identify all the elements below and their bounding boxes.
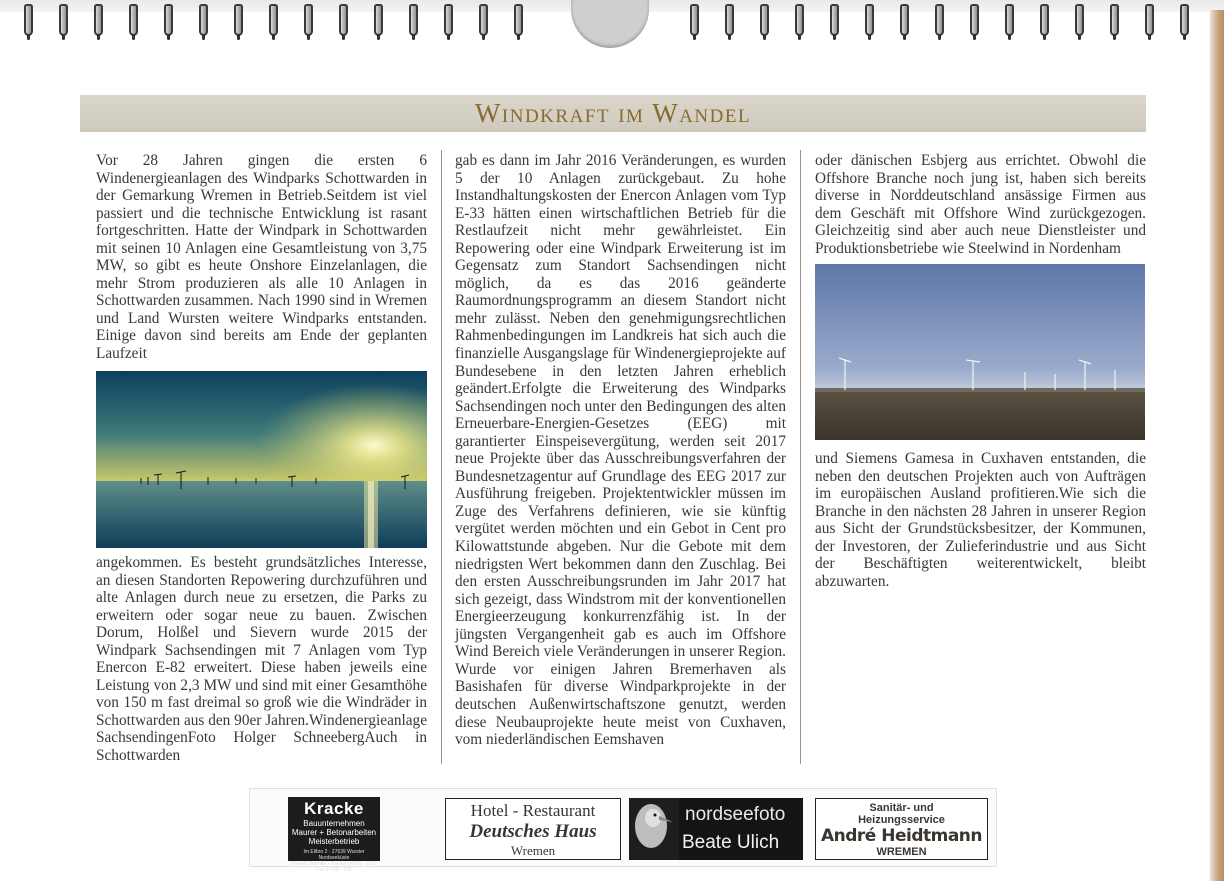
binding-ring: [234, 4, 243, 36]
binding-ring: [94, 4, 103, 36]
binding-ring: [374, 4, 383, 36]
kracke-address: Im Ellbro 2 · 27639 Wurster Nordseeküste: [303, 849, 365, 861]
hotel-line2: Deutsches Haus: [469, 821, 597, 842]
binding-ring: [1040, 4, 1049, 36]
sponsor-kracke: [288, 797, 380, 873]
kracke-line3: Meisterbetrieb: [308, 837, 360, 846]
column-3-bottom: [815, 450, 1146, 590]
binding-ring: [1110, 4, 1119, 36]
column-2-text: gab es dann im Jahr 2016 Veränderungen, es wurden 5 der 10 Anlagen zurückgebaut. Zu hohe Instandhaltungskosten der Enercon Anlagen vom Typ E-33 hätten einen wirtschaftlichen Betrieb für die Restlaufzeit nicht mehr gewährleistet. Ein Repowering oder eine Windpark Erweiterung ist im Gegensatz zum Standort Sachsendingen nicht möglich, da es das 2016 geänderte Raumordnungsprogramm an diesem Standort nicht mehr zulässt. Neben den genehmigungsrechtlichen Rahmenbedingungen im Landkreis hat sich auch die finanzielle Ausgangslage für Windenergieprojekte auf Bundesebene in den letzten Jahren erheblich geändert.Erfolgte die Erweiterung des Windparks Sachsendingen noch unter den Bedingungen des alten Erneuerbare-Energien-Gesetzes (EEG) mit garantierter Einspeisevergütung, werden seit 2017 neue Projekte über das Ausschreibungsverfahren der Bundesnetzagentur auf Grundlage des EEG 2017 zur Ausführung freigeben. Projektentwickler müssen im Zuge des Verfahrens definieren, wie sie künftig vergütet werden möchten und ein Gebot in Cent pro Kilowattstunde abgeben. Nur die Gebote mit dem niedrigsten Wert bekommen dann den Zuschlag. Bei den ersten Ausschreibungsrunden im Jahr 2017 hat sich gezeigt, dass Windstrom mit der konventionellen Energieerzeugung konkurrenzfähig ist. In der jüngsten Vergangenheit gab es auch im Offshore Wind Bereich viele Veränderungen in unserer Region. Wurde vor einigen Jahren Bremerhaven als Basishafen für diverse Windparkprojekte in der deutschen Außenwirtschaftszone genutzt, werden diese Neubauprojekte heute meist von Cuxhaven, vom niederländischen Eemshaven: [455, 152, 786, 749]
calendar-backing-edge: [1210, 10, 1224, 881]
binding-ring: [1180, 4, 1189, 36]
foto-line2: Beate Ulich: [682, 832, 780, 853]
kracke-name: Kracke: [304, 799, 364, 818]
heidtmann-line2: Heizungsservice: [858, 814, 945, 826]
binding-ring: [129, 4, 138, 36]
hanger-notch: [571, 0, 649, 48]
binding-ring: [304, 4, 313, 36]
bird-photo-icon: [629, 798, 679, 860]
binding-ring: [1005, 4, 1014, 36]
binding-ring: [760, 4, 769, 36]
binding-ring: [865, 4, 874, 36]
binding-ring: [24, 4, 33, 36]
binding-ring: [690, 4, 699, 36]
binding-ring: [970, 4, 979, 36]
heidtmann-line1: Sanitär- und: [869, 802, 934, 814]
column-3-top: [815, 152, 1146, 257]
binding-ring: [339, 4, 348, 36]
column-divider-2: [800, 150, 801, 764]
hotel-line1: Hotel - Restaurant: [470, 801, 596, 820]
heidtmann-line3: André Heidtmann: [820, 826, 983, 846]
binding-ring: [164, 4, 173, 36]
binding-ring: [199, 4, 208, 36]
binding-ring: [479, 4, 488, 36]
sponsor-nordseefoto: [629, 798, 803, 860]
onshore-field-image: [815, 264, 1145, 440]
offshore-windpark-photo: [96, 371, 427, 548]
column-1-bottom: [96, 554, 427, 765]
column-3-bottom-text: und Siemens Gamesa in Cuxhaven entstanden, die neben den deutschen Projekten auch von Aufträgen im europäischen Ausland profitieren.Wie sich die Branche in den nächsten 28 Jahren in unserer Region aus Sicht der Grundstücksbesitzer, der Kommunen, der Investoren, der Zulieferindustrie und aus Sicht der Beschäftigten weiterentwickelt, bleibt abzuwarten.: [815, 450, 1146, 590]
binding-ring: [830, 4, 839, 36]
kracke-contact: Ortsteil Wremen · Telefon 04705 - 216 · Fax 04705 - 635: [290, 861, 378, 873]
binding-ring: [444, 4, 453, 36]
hotel-line3: Wremen: [510, 843, 556, 858]
binding-ring: [900, 4, 909, 36]
binding-ring: [514, 4, 523, 36]
offshore-sunset-image: [96, 371, 427, 548]
heidtmann-line4: WREMEN: [876, 846, 927, 858]
binding-ring: [409, 4, 418, 36]
binding-ring: [725, 4, 734, 36]
column-1-bottom-text: angekommen. Es besteht grundsätzliches Interesse, an diesen Standorten Repowering durchzuführen und alte Anlagen durch neue zu ersetzen, die Parks zu erweitern oder sogar neue zu bauen. Zwischen Dorum, Holßel und Sievern wurde 2015 der Windpark Sachsendingen mit 7 Anlagen vom Typ Enercon E-82 erweitert. Diese haben jeweils eine Leistung von 2,3 MW und sind mit einer Gesamthöhe von 150 m fast dreimal so groß wie die Windräder in Schottwarden aus den 90er Jahren.Windenergieanlage SachsendingenFoto Holger SchneebergAuch in Schottwarden: [96, 554, 427, 765]
kracke-line1: Bauunternehmen: [303, 819, 365, 828]
onshore-windpark-photo: [815, 264, 1145, 440]
column-2: [455, 152, 786, 749]
sponsor-hotel-deutsches-haus: [445, 798, 621, 860]
binding-ring: [935, 4, 944, 36]
binding-ring: [269, 4, 278, 36]
sponsor-heidtmann: [815, 798, 988, 860]
binding-ring: [1145, 4, 1154, 36]
column-3-top-text: oder dänischen Esbjerg aus errichtet. Obwohl die Offshore Branche noch jung ist, haben sich bereits diverse in Norddeutschland ansässige Firmen aus dem Geschäft mit Offshore Wind zurückgezogen. Gleichzeitig sind aber auch neue Dienstleister und Produktionsbetriebe wie Steelwind in Nordenham: [815, 152, 1146, 257]
binding-ring: [1075, 4, 1084, 36]
column-1-top: [96, 152, 427, 363]
kracke-line2: Maurer + Betonarbeiten: [291, 828, 377, 837]
binding-ring: [795, 4, 804, 36]
foto-line1: nordseefoto: [685, 804, 786, 825]
page-title: Windkraft im Wandel: [474, 98, 752, 128]
column-divider-1: [441, 150, 442, 764]
title-bar: [80, 95, 1146, 132]
column-1-top-text: Vor 28 Jahren gingen die ersten 6 Windenergieanlagen des Windparks Schottwarden in der Gemarkung Wremen in Betrieb.Seitdem ist viel passiert und die technische Entwicklung ist rasant fortgeschritten. Hatte der Windpark in Schottwarden mit seinen 10 Anlagen eine Gesamtleistung von 3,75 MW, so gibt es heute Onshore Einzelanlagen, die mehr Strom produzieren als alle 10 Anlagen in Schottwarden zusammen. Nach 1990 sind in Wremen und Land Wursten weitere Windparks entstanden. Einige davon sind bereits am Ende der geplanten Laufzeit: [96, 152, 427, 363]
sponsor-strip: [249, 788, 997, 873]
binding-ring: [59, 4, 68, 36]
